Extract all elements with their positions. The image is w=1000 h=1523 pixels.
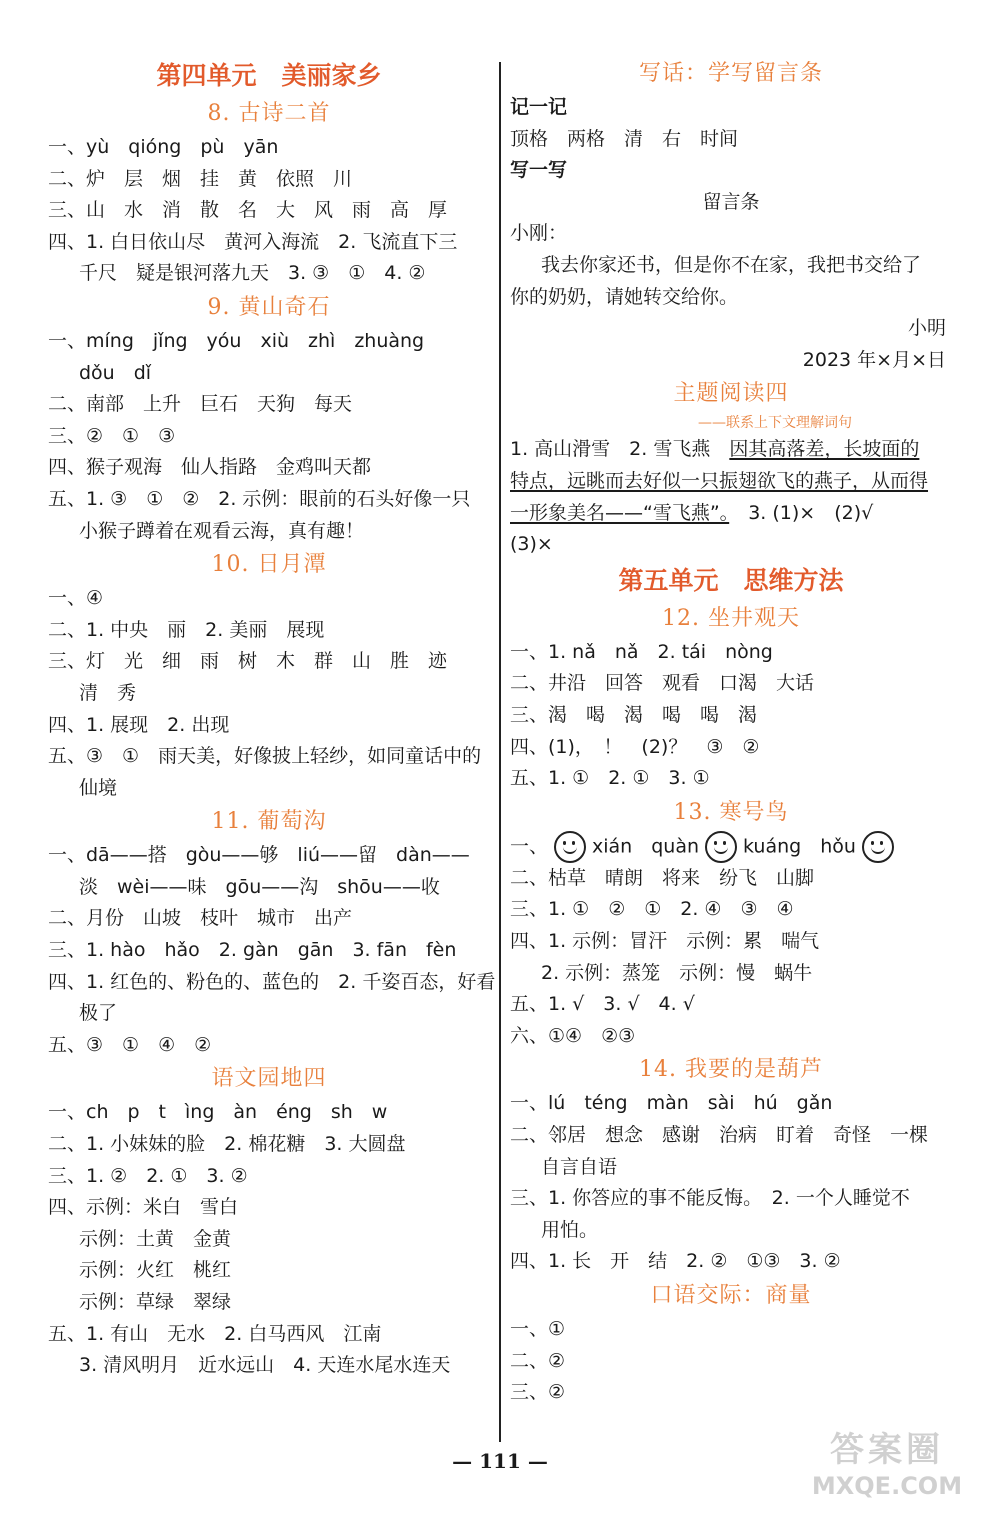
answer-line: 四、1. 红色的、粉色的、蓝色的 2. 千姿百态，好看: [48, 970, 496, 993]
answer-line: (3)×: [510, 533, 553, 556]
answer-line: 一、dā——搭 gòu——够 liú——留 dàn——: [48, 844, 470, 867]
answer-line: 小猴子蹲着在观看云海，真有趣！: [79, 519, 365, 542]
unit4-title: 第四单元 美丽家乡: [156, 61, 382, 90]
answer-line: 二、枯草 晴朗 将来 纷飞 山脚: [510, 866, 815, 889]
answer-line: 三、②: [510, 1381, 566, 1404]
answer-text: 1. 高山滑雪 2. 雪飞燕: [510, 438, 730, 461]
answer-line: 示例：土黄 金黄: [79, 1227, 232, 1250]
answer-line: 二、1. 小妹妹的脸 2. 棉花糖 3. 大圆盘: [48, 1133, 406, 1156]
underlined-answer: 因其高落差，长坡面的: [729, 438, 920, 461]
answer-line: 一、④: [48, 587, 104, 610]
answer-line: 四、猴子观海 仙人指路 金鸡叫天都: [48, 456, 372, 479]
answer-line: 四、1. 长 开 结 2. ② ①③ 3. ②: [510, 1250, 841, 1273]
answer-line: [510, 498, 952, 530]
answer-line: dǒu dǐ: [79, 361, 152, 384]
answer-line: 二、井沿 回答 观看 口渴 大话: [510, 672, 815, 695]
answer-line: [510, 831, 952, 863]
lesson11-title: 11. 葡萄沟: [211, 809, 327, 835]
garden4-title: 语文园地四: [211, 1066, 327, 1092]
note-signature: 小明: [907, 317, 946, 340]
answer-line: 二、1. 中央 丽 2. 美丽 展现: [48, 618, 325, 641]
answer-line: 示例：火红 桃红: [79, 1259, 232, 1282]
answer-line: 二、南部 上升 巨石 天狗 每天: [48, 393, 353, 416]
answer-line: 三、1. hào hǎo 2. gàn gān 3. fān fèn: [48, 939, 457, 962]
reading4-title: 主题阅读四: [673, 381, 789, 407]
answer-line: 用怕。: [541, 1218, 599, 1241]
answer-line: 四、1. 展现 2. 出现: [48, 713, 230, 736]
answer-line: 一、①: [510, 1317, 566, 1340]
answer-line: 3. 清风明月 近水远山 4. 天连水尾水连天: [79, 1354, 451, 1377]
answer-text: 3. (1)× (2)√: [729, 501, 874, 524]
answer-line: [510, 434, 952, 466]
answer-line: 六、①④ ②③: [510, 1024, 636, 1047]
answer-line: 顶格 两格 清 右 时间: [510, 127, 739, 150]
answer-line: 一、ch p t ìng àn éng sh w: [48, 1101, 388, 1124]
lesson12-title: 12. 坐井观天: [662, 605, 800, 631]
watermark-text: 答案圈: [830, 1430, 944, 1470]
note-body: 你的奶奶，请她转交给你。: [510, 285, 739, 308]
answer-text: kuáng hǒu: [743, 835, 856, 858]
answer-line: 极了: [79, 1002, 118, 1025]
lesson9-title: 9. 黄山奇石: [207, 294, 331, 320]
answer-line: 一、yù qióng pù yān: [48, 136, 279, 158]
answer-line: 五、1. ① 2. ① 3. ①: [510, 767, 710, 790]
lesson13-title: 13. 寒号鸟: [673, 799, 789, 825]
answer-line: 2. 示例：蒸笼 示例：慢 蜗牛: [541, 961, 813, 984]
answer-line: 三、1. ① ② ① 2. ④ ③ ④: [510, 898, 794, 921]
answer-line: 仙境: [79, 776, 118, 799]
answer-line: 四、(1)， ！ (2)？ ③ ②: [510, 735, 760, 758]
right-column: [510, 56, 952, 1409]
note-title: 留言条: [702, 190, 760, 213]
answer-line: 二、邻居 想念 感谢 治病 盯着 奇怪 一棵: [510, 1123, 929, 1146]
answer-line: 二、月份 山坡 枝叶 城市 出产: [48, 907, 353, 930]
answer-line: 三、灯 光 细 雨 树 木 群 山 胜 迹: [48, 650, 448, 673]
lesson10-title: 10. 日月潭: [211, 552, 327, 578]
underlined-answer: 特点，远眺而去好似一只振翅欲飞的燕子，从而得: [510, 469, 929, 492]
answer-line: 一、lú téng màn sài hú gǎn: [510, 1092, 833, 1115]
answer-line: 记一记: [510, 96, 568, 118]
note-body: 我去你家还书，但是你不在家，我把书交给了: [541, 253, 922, 276]
note-salutation: 小刚：: [510, 222, 568, 245]
answer-line: 二、炉 层 烟 挂 黄 依照 川: [48, 167, 353, 190]
underlined-answer: 一形象美名——“雪飞燕”。: [510, 501, 730, 524]
left-column: [48, 56, 496, 1382]
answer-line: 三、渴 喝 渴 喝 喝 渴: [510, 703, 758, 726]
answer-text: 一、: [510, 835, 549, 858]
answer-line: 五、③ ① ④ ②: [48, 1033, 212, 1056]
answer-line: 写一写: [510, 159, 568, 182]
column-divider: [499, 62, 501, 1442]
answer-line: 四、1. 白日依山尽 黄河入海流 2. 飞流直下三: [48, 230, 458, 253]
answer-line: 一、1. nǎ nǎ 2. tái nòng: [510, 640, 773, 663]
smiley-face-icon: [862, 831, 894, 863]
lesson14-title: 14. 我要的是葫芦: [639, 1057, 823, 1083]
answer-line: 二、②: [510, 1349, 566, 1372]
answer-line: 三、② ① ③: [48, 424, 176, 447]
smiley-face-icon: [705, 831, 737, 863]
lesson8-title: 8. 古诗二首: [207, 101, 331, 126]
answer-line: 淡 wèi——味 gōu——沟 shōu——收: [79, 875, 440, 898]
answer-line: 一、míng jǐng yóu xiù zhì zhuàng: [48, 329, 425, 352]
answer-text: xián quàn: [592, 835, 700, 858]
answer-line: 示例：草绿 翠绿: [79, 1291, 232, 1313]
writing-title: 写话：学写留言条: [638, 61, 823, 86]
unit5-title: 第五单元 思维方法: [618, 565, 844, 595]
answer-line: 四、1. 示例：冒汗 示例：累 喘气: [510, 929, 820, 952]
answer-line: 四、示例：米白 雪白: [48, 1196, 239, 1219]
answer-line: 清 秀: [79, 681, 137, 704]
page-number: — 111 —: [452, 1449, 548, 1473]
note-date: 2023 年×月×日: [802, 348, 946, 371]
answer-line: 三、1. ② 2. ① 3. ②: [48, 1164, 248, 1187]
answer-line: 自言自语: [541, 1155, 618, 1178]
answer-line: 三、1. 你答应的事不能反悔。 2. 一个人睡觉不: [510, 1187, 910, 1210]
answer-line: 五、③ ① 雨天美，好像披上轻纱，如同童话中的: [48, 745, 482, 768]
answer-line: 五、1. ③ ① ② 2. 示例：眼前的石头好像一只: [48, 487, 471, 510]
watermark-url: MXQE.COM: [811, 1472, 963, 1500]
answer-line: 五、1. 有山 无水 2. 白马西风 江南: [48, 1322, 382, 1345]
reading4-subtitle: ——联系上下文理解词句: [698, 415, 852, 432]
answer-line: 千尺 疑是银河落九天 3. ③ ① 4. ②: [79, 262, 426, 285]
watermark-logo: [792, 1429, 982, 1509]
smiley-face-icon: [554, 831, 586, 863]
answer-line: 五、1. √ 3. √ 4. √: [510, 993, 695, 1016]
oral-title: 口语交际：商量: [650, 1282, 812, 1308]
answer-line: 三、山 水 消 散 名 大 风 雨 高 厚: [48, 199, 448, 222]
